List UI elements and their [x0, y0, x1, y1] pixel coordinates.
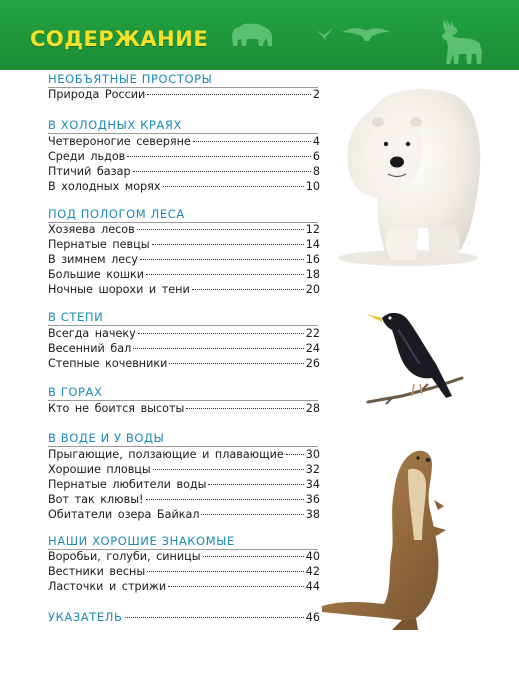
toc-entry[interactable] — [48, 550, 320, 565]
entry-title: Вестники весны — [48, 565, 146, 578]
toc-entry[interactable] — [48, 565, 320, 580]
entry-title: Степные кочевники — [48, 357, 168, 370]
dot-leader — [163, 185, 304, 187]
dot-leader — [192, 288, 304, 290]
entry-page: 46 — [305, 611, 320, 624]
entry-page: 44 — [305, 580, 320, 593]
entry-page: 4 — [312, 135, 320, 148]
dot-leader — [147, 93, 311, 95]
entry-page: 6 — [312, 150, 320, 163]
entry-title: В зимнем лесу — [48, 253, 138, 266]
toc-entry-index[interactable] — [48, 610, 320, 625]
entry-page: 12 — [305, 223, 320, 236]
section-heading: НЕОБЪЯТНЫЕ ПРОСТОРЫ — [48, 72, 213, 86]
entry-title: В холодных морях — [48, 180, 161, 193]
dot-leader — [193, 140, 311, 142]
divider — [48, 446, 318, 447]
entry-page: 16 — [305, 253, 320, 266]
entry-title: Пернатые любители воды — [48, 478, 207, 491]
toc-entry[interactable] — [48, 580, 320, 595]
dot-leader — [138, 332, 304, 334]
entry-title: Четвероногие северяне — [48, 135, 191, 148]
dot-leader — [127, 155, 311, 157]
entry-page: 8 — [312, 165, 320, 178]
toc-entry[interactable] — [48, 327, 320, 342]
toc-entry[interactable] — [48, 238, 320, 253]
entry-title: Природа России — [48, 88, 146, 101]
entry-title: Среди льдов — [48, 150, 126, 163]
dot-leader — [153, 468, 304, 470]
toc-entry[interactable] — [48, 268, 320, 283]
section-heading: УКАЗАТЕЛЬ — [48, 610, 123, 624]
entry-page: 22 — [305, 327, 320, 340]
dot-leader — [168, 585, 304, 587]
entry-title: Всегда начеку — [48, 327, 136, 340]
entry-page: 32 — [305, 463, 320, 476]
toc-entry[interactable] — [48, 88, 320, 103]
entry-title: Пернатые певцы — [48, 238, 150, 251]
entry-page: 24 — [305, 342, 320, 355]
dot-leader — [146, 498, 304, 500]
starling-illustration — [362, 300, 470, 412]
entry-page: 2 — [312, 88, 320, 101]
dot-leader — [133, 170, 311, 172]
entry-page: 42 — [305, 565, 320, 578]
entry-page: 26 — [305, 357, 320, 370]
toc-entry[interactable] — [48, 180, 320, 195]
dot-leader — [146, 273, 304, 275]
section-heading: ПОД ПОЛОГОМ ЛЕСА — [48, 207, 185, 221]
entry-title: Ночные шорохи и тени — [48, 283, 190, 296]
entry-page: 30 — [305, 448, 320, 461]
dot-leader — [201, 513, 303, 515]
toc-entry[interactable] — [48, 342, 320, 357]
entry-title: Прыгающие, ползающие и плавающие — [48, 448, 284, 461]
divider — [48, 400, 318, 401]
toc-entry[interactable] — [48, 165, 320, 180]
toc-entry[interactable] — [48, 402, 320, 417]
entry-title: Большие кошки — [48, 268, 145, 281]
entry-page: 14 — [305, 238, 320, 251]
toc-entry[interactable] — [48, 150, 320, 165]
entry-page: 40 — [305, 550, 320, 563]
toc-entry[interactable] — [48, 493, 320, 508]
entry-page: 10 — [305, 180, 320, 193]
dot-leader — [147, 570, 304, 572]
dot-leader — [152, 243, 304, 245]
dot-leader — [208, 483, 303, 485]
toc-entry[interactable] — [48, 448, 320, 463]
section-heading: НАШИ ХОРОШИЕ ЗНАКОМЫЕ — [48, 534, 235, 548]
entry-title: Ласточки и стрижи — [48, 580, 167, 593]
entry-title: Птичий базар — [48, 165, 131, 178]
toc-entry[interactable] — [48, 508, 320, 523]
section-heading: В СТЕПИ — [48, 310, 104, 324]
entry-title: Воробьи, голуби, синицы — [48, 550, 201, 563]
entry-page: 28 — [305, 402, 320, 415]
divider — [48, 325, 318, 326]
polar-bear-illustration — [318, 78, 488, 270]
page-title: СОДЕРЖАНИЕ — [30, 27, 209, 51]
dot-leader — [286, 453, 304, 455]
entry-page: 36 — [305, 493, 320, 506]
dot-leader — [137, 228, 304, 230]
dot-leader — [203, 555, 304, 557]
dot-leader — [133, 347, 304, 349]
toc-entry[interactable] — [48, 478, 320, 493]
toc-entry[interactable] — [48, 283, 320, 298]
toc-entry[interactable] — [48, 223, 320, 238]
divider — [48, 133, 318, 134]
entry-title: Весенний бал — [48, 342, 132, 355]
toc-entry[interactable] — [48, 357, 320, 372]
entry-page: 34 — [305, 478, 320, 491]
entry-page: 20 — [305, 283, 320, 296]
section-heading: В ВОДЕ И У ВОДЫ — [48, 431, 165, 445]
toc-entry[interactable] — [48, 253, 320, 268]
dot-leader — [169, 362, 303, 364]
entry-title: Кто не боится высоты — [48, 402, 185, 415]
toc-entry[interactable] — [48, 135, 320, 150]
toc-entry[interactable] — [48, 463, 320, 478]
dot-leader — [125, 616, 304, 618]
entry-page: 18 — [305, 268, 320, 281]
section-heading: В ХОЛОДНЫХ КРАЯХ — [48, 118, 182, 132]
section-heading: В ГОРАХ — [48, 385, 103, 399]
entry-title: Хорошие пловцы — [48, 463, 151, 476]
entry-title: Хозяева лесов — [48, 223, 135, 236]
entry-title: Обитатели озера Байкал — [48, 508, 200, 521]
entry-page: 38 — [305, 508, 320, 521]
dot-leader — [140, 258, 304, 260]
entry-title: Вот так клювы! — [48, 493, 144, 506]
dot-leader — [186, 407, 303, 409]
otter-illustration — [322, 440, 462, 636]
